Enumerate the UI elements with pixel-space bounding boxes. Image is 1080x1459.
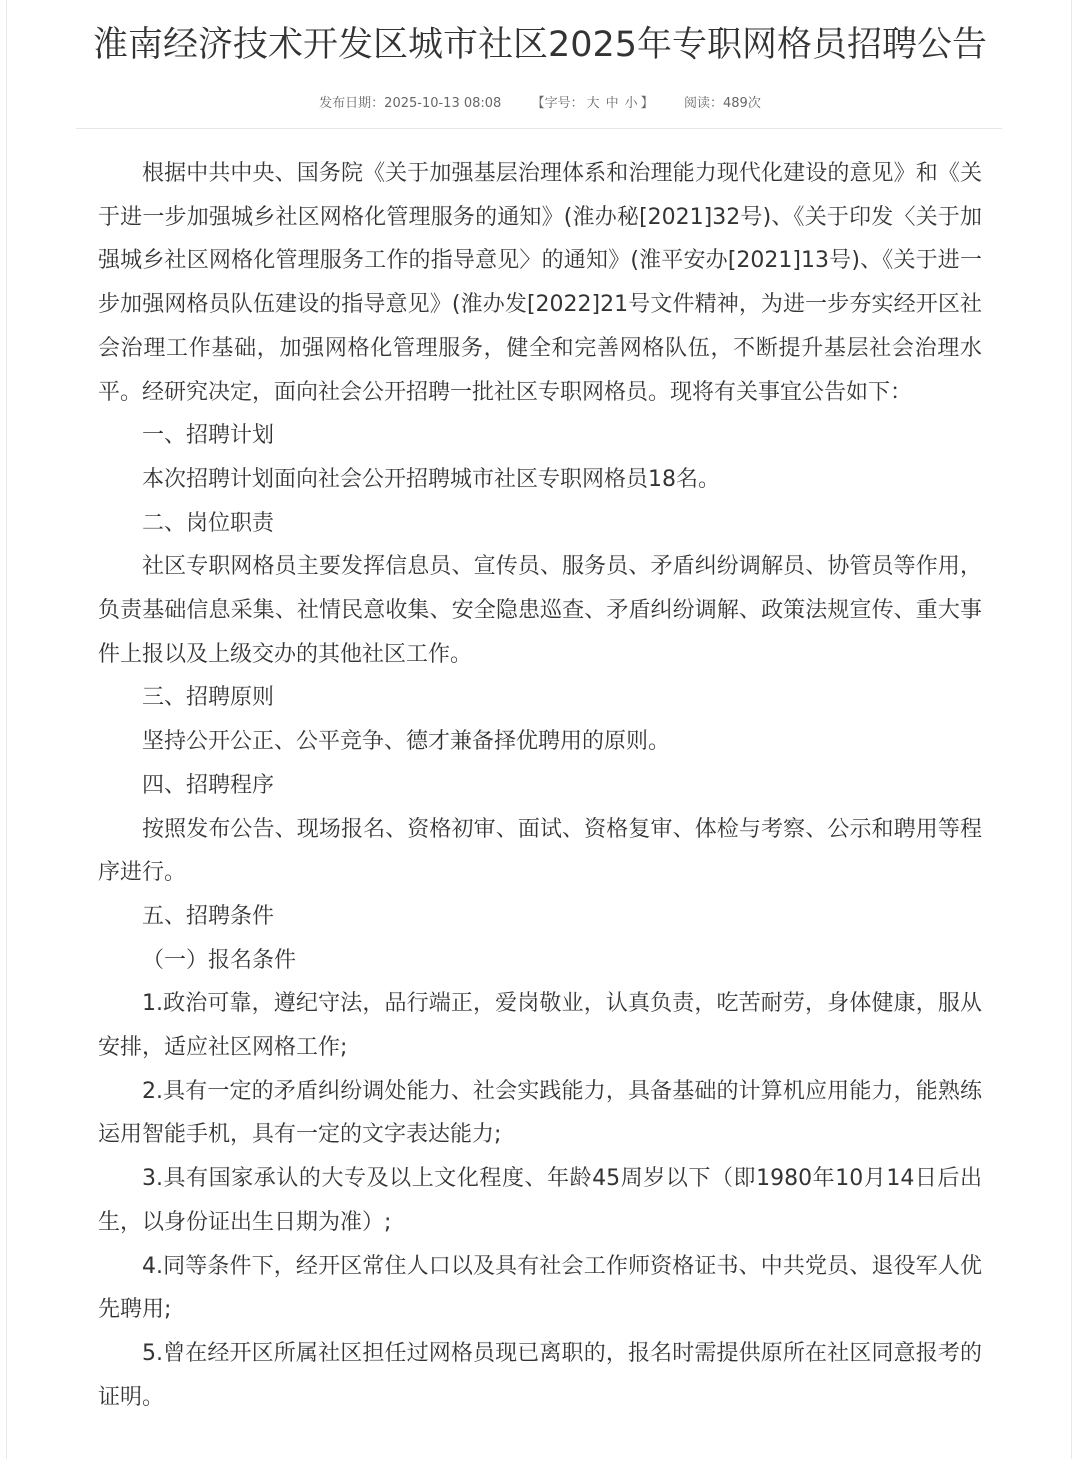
font-size-suffix: 】 xyxy=(640,96,654,111)
font-size-small-link[interactable]: 小 xyxy=(624,96,638,111)
publish-date-label: 发布日期： xyxy=(319,96,385,111)
condition-item-5: 5.曾在经开区所属社区担任过网格员现已离职的，报名时需提供原所在社区同意报考的证明。 xyxy=(98,1340,982,1410)
read-count xyxy=(684,94,761,114)
section-heading-principles: 三、招聘原则 xyxy=(142,685,275,711)
section-heading-duties: 二、岗位职责 xyxy=(142,510,275,536)
font-size-large-link[interactable]: 大 xyxy=(586,96,600,111)
principles-paragraph: 坚持公开公正、公平竞争、德才兼备择优聘用的原则。 xyxy=(142,729,671,755)
plan-paragraph: 本次招聘计划面向社会公开招聘城市社区专职网格员18名。 xyxy=(142,466,720,492)
read-count-value: 489 xyxy=(722,96,748,111)
procedure-paragraph: 按照发布公告、现场报名、资格初审、面试、资格复审、体检与考察、公示和聘用等程序进行。 xyxy=(98,816,982,886)
duties-paragraph: 社区专职网格员主要发挥信息员、宣传员、服务员、矛盾纠纷调解员、协管员等作用，负责基础信息采集、社情民意收集、安全隐患巡查、矛盾纠纷调解、政策法规宣传、重大事件上报以及上级交办的其他社区工作。 xyxy=(98,554,982,667)
font-size-control xyxy=(532,94,654,114)
read-count-label: 阅读： xyxy=(683,96,723,111)
article-title: 淮南经济技术开发区城市社区2025年专职网格员招聘公告 xyxy=(92,25,988,65)
font-size-prefix: 【字号： xyxy=(531,96,584,111)
condition-item-4: 4.同等条件下，经开区常住人口以及具有社会工作师资格证书、中共党员、退役军人优先聘用; xyxy=(98,1253,982,1323)
publish-date: 2025-10-13 08:08 xyxy=(384,96,502,111)
article-body xyxy=(98,152,982,1419)
subsection-heading-registration: （一）报名条件 xyxy=(142,947,297,973)
condition-item-1: 1.政治可靠，遵纪守法，品行端正，爱岗敬业，认真负责，吃苦耐劳，身体健康，服从安排，适应社区网格工作; xyxy=(98,991,982,1061)
font-size-medium-link[interactable]: 中 xyxy=(605,96,619,111)
condition-item-2: 2.具有一定的矛盾纠纷调处能力、社会实践能力，具备基础的计算机应用能力，能熟练运用智能手机，具有一定的文字表达能力; xyxy=(98,1078,982,1148)
read-count-unit: 次 xyxy=(747,96,761,111)
article-meta xyxy=(0,94,1080,114)
section-heading-conditions: 五、招聘条件 xyxy=(142,903,275,929)
section-heading-procedure: 四、招聘程序 xyxy=(142,772,275,798)
condition-item-3: 3.具有国家承认的大专及以上文化程度、年龄45周岁以下（即1980年10月14日后出生，以身份证出生日期为准）; xyxy=(98,1166,982,1235)
title-divider xyxy=(76,128,1002,129)
section-heading-plan: 一、招聘计划 xyxy=(142,423,275,449)
intro-paragraph: 根据中共中央、国务院《关于加强基层治理体系和治理能力现代化建设的意见》和《关于进一步加强城乡社区网格化管理服务的通知》(淮办秘[2021]32号)、《关于印发〈关于加强城乡社区网格化管理服务工作的指导意见〉的通知》(淮平安办[2021]13号)、《关于进一步加强网格员队伍建设的指导意见》(淮办发[2022]21号文件精神，为进一步夯实经开区社会治理工作基础，加强网格化管理服务，健全和完善网格队伍，不断提升基层社会治理水平。经研究决定，面向社会公开招聘一批社区专职网格员。现将有关事宜公告如下： xyxy=(98,161,982,405)
